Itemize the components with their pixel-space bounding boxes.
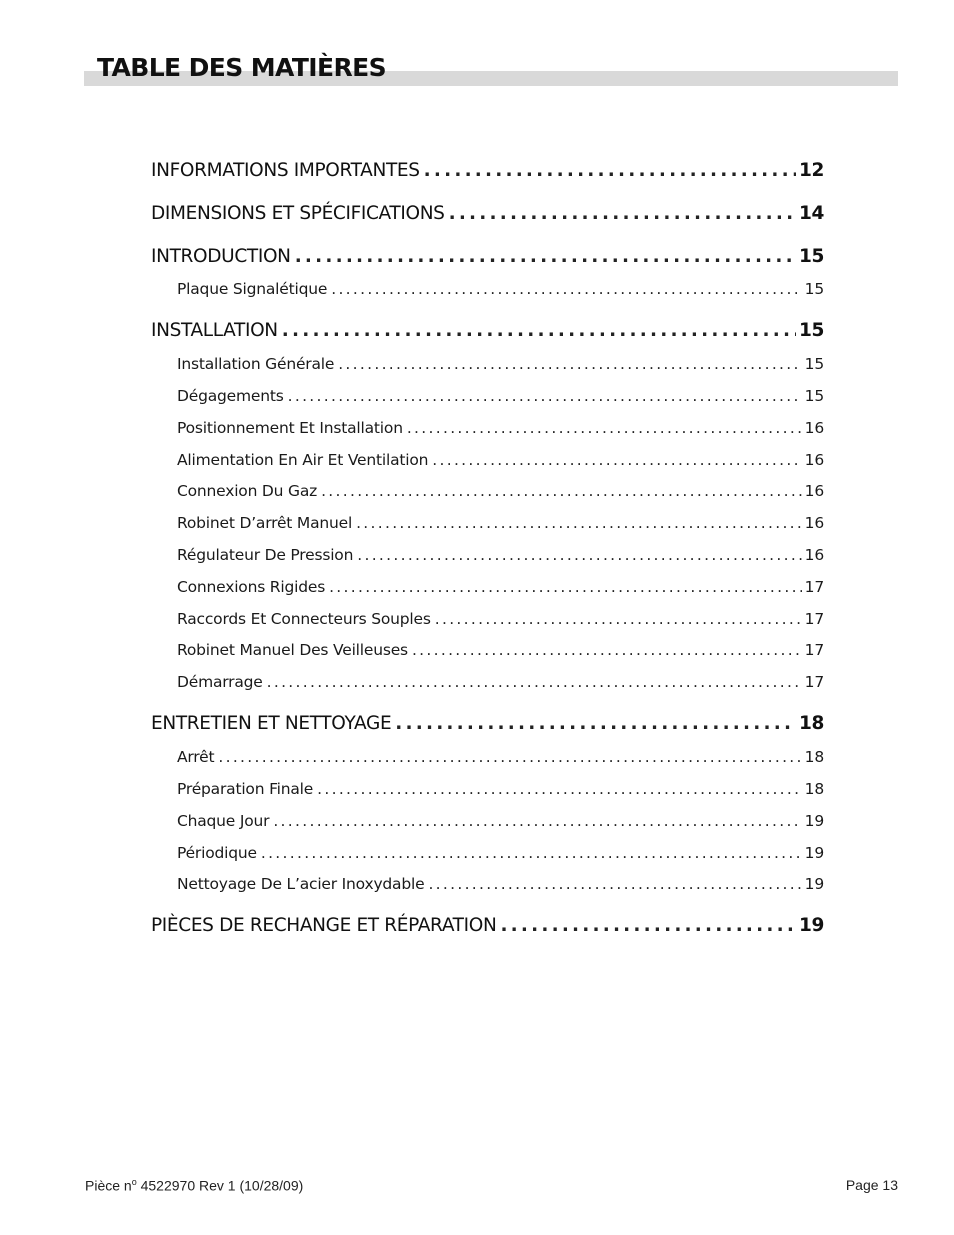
toc-dot-leader: [412, 641, 802, 659]
toc-subsection-entry: [177, 280, 824, 298]
toc-subsection-entry: [177, 748, 824, 766]
toc-entry-page-number: 19: [804, 844, 824, 862]
toc-entry-label: Positionnement Et Installation: [177, 419, 403, 437]
toc-subsection-entry: [177, 514, 824, 532]
toc-dot-leader: [261, 844, 802, 862]
toc-dot-leader: [424, 160, 796, 181]
toc-entry-page-number: 15: [804, 387, 824, 405]
toc-subsection-entry: [177, 546, 824, 564]
toc-section-entry: [151, 915, 824, 936]
toc-section-entry: [151, 203, 824, 224]
toc-entry-page-number: 15: [798, 246, 824, 267]
toc-dot-leader: [395, 713, 796, 734]
toc-entry-page-number: 19: [804, 812, 824, 830]
toc-section-entry: [151, 320, 824, 341]
toc-entry-label: Alimentation En Air Et Ventilation: [177, 451, 429, 469]
toc-entry-page-number: 16: [804, 419, 824, 437]
toc-dot-leader: [357, 546, 801, 564]
footer-part-prefix: Pièce n: [85, 1177, 132, 1194]
toc-entry-label: INTRODUCTION: [151, 246, 291, 267]
toc-subsection-entry: [177, 641, 824, 659]
toc-entry-page-number: 16: [804, 451, 824, 469]
toc-subsection-entry: [177, 673, 824, 691]
footer-page-number: Page 13: [845, 1177, 898, 1193]
toc-entry-label: Connexions Rigides: [177, 578, 326, 596]
toc-entry-label: Préparation Finale: [177, 780, 314, 798]
toc-dot-leader: [428, 875, 801, 893]
toc-subsection-entry: [177, 875, 824, 893]
toc-entry-label: PIÈCES DE RECHANGE ET RÉPARATION: [151, 915, 497, 936]
toc-entry-page-number: 15: [804, 355, 824, 373]
toc-dot-leader: [356, 514, 802, 532]
toc-dot-leader: [267, 673, 802, 691]
toc-entry-label: Périodique: [177, 844, 257, 862]
toc-entry-page-number: 14: [798, 203, 824, 224]
toc-subsection-entry: [177, 451, 824, 469]
footer-part-rest: 4522970 Rev 1 (10/28/09): [136, 1177, 304, 1194]
toc-entry-label: Robinet D’arrêt Manuel: [177, 514, 353, 532]
toc-subsection-entry: [177, 578, 824, 596]
toc-subsection-entry: [177, 610, 824, 628]
toc-subsection-entry: [177, 812, 824, 830]
toc-entry-page-number: 18: [804, 780, 824, 798]
toc-dot-leader: [435, 610, 802, 628]
toc-entry-label: ENTRETIEN ET NETTOYAGE: [151, 713, 392, 734]
toc-dot-leader: [317, 780, 802, 798]
toc-entry-label: Robinet Manuel Des Veilleuses: [177, 641, 408, 659]
toc-dot-leader: [329, 578, 802, 596]
toc-entry-page-number: 18: [798, 713, 824, 734]
toc-entry-page-number: 16: [804, 514, 824, 532]
toc-entry-label: Démarrage: [177, 673, 263, 691]
toc-dot-leader: [295, 246, 796, 267]
toc-entry-page-number: 17: [804, 641, 824, 659]
toc-section-entry: [151, 160, 824, 181]
toc-dot-leader: [432, 451, 801, 469]
toc-subsection-entry: [177, 419, 824, 437]
toc-dot-leader: [273, 812, 801, 830]
toc-dot-leader: [218, 748, 801, 766]
toc-entry-label: Nettoyage De L’acier Inoxydable: [177, 875, 425, 893]
toc-entry-page-number: 17: [804, 578, 824, 596]
toc-entry-label: Plaque Signalétique: [177, 280, 328, 298]
footer-part-superscript: o: [131, 1177, 137, 1187]
toc-entry-page-number: 17: [804, 673, 824, 691]
toc-dot-leader: [338, 355, 801, 373]
toc-entry-page-number: 19: [804, 875, 824, 893]
toc-entry-page-number: 15: [804, 280, 824, 298]
toc-dot-leader: [407, 419, 802, 437]
toc-entry-label: INFORMATIONS IMPORTANTES: [151, 160, 420, 181]
toc-entry-page-number: 16: [804, 482, 824, 500]
toc-section-entry: [151, 246, 824, 267]
toc-entry-page-number: 19: [798, 915, 824, 936]
page-title: TABLE DES MATIÈRES: [97, 53, 387, 82]
toc-dot-leader: [331, 280, 801, 298]
toc-entry-label: Installation Générale: [177, 355, 335, 373]
toc-entry-label: INSTALLATION: [151, 320, 278, 341]
toc-subsection-entry: [177, 482, 824, 500]
toc-entry-label: Raccords Et Connecteurs Souples: [177, 610, 431, 628]
toc-section-entry: [151, 713, 824, 734]
toc-subsection-entry: [177, 387, 824, 405]
toc-entry-label: Dégagements: [177, 387, 284, 405]
toc-entry-label: Connexion Du Gaz: [177, 482, 318, 500]
toc-dot-leader: [500, 915, 796, 936]
toc-dot-leader: [449, 203, 796, 224]
toc-entry-label: Régulateur De Pression: [177, 546, 354, 564]
toc-subsection-entry: [177, 355, 824, 373]
toc-entry-label: Arrêt: [177, 748, 215, 766]
toc-dot-leader: [282, 320, 796, 341]
toc-subsection-entry: [177, 780, 824, 798]
toc-entry-page-number: 18: [804, 748, 824, 766]
toc-entry-page-number: 12: [798, 160, 824, 181]
toc-subsection-entry: [177, 844, 824, 862]
toc-dot-leader: [288, 387, 802, 405]
toc-entry-page-number: 17: [804, 610, 824, 628]
toc-dot-leader: [321, 482, 802, 500]
footer-part-number: [85, 1177, 303, 1194]
toc-entry-page-number: 15: [798, 320, 824, 341]
toc-entry-label: Chaque Jour: [177, 812, 270, 830]
toc-entry-page-number: 16: [804, 546, 824, 564]
toc-entry-label: DIMENSIONS ET SPÉCIFICATIONS: [151, 203, 445, 224]
